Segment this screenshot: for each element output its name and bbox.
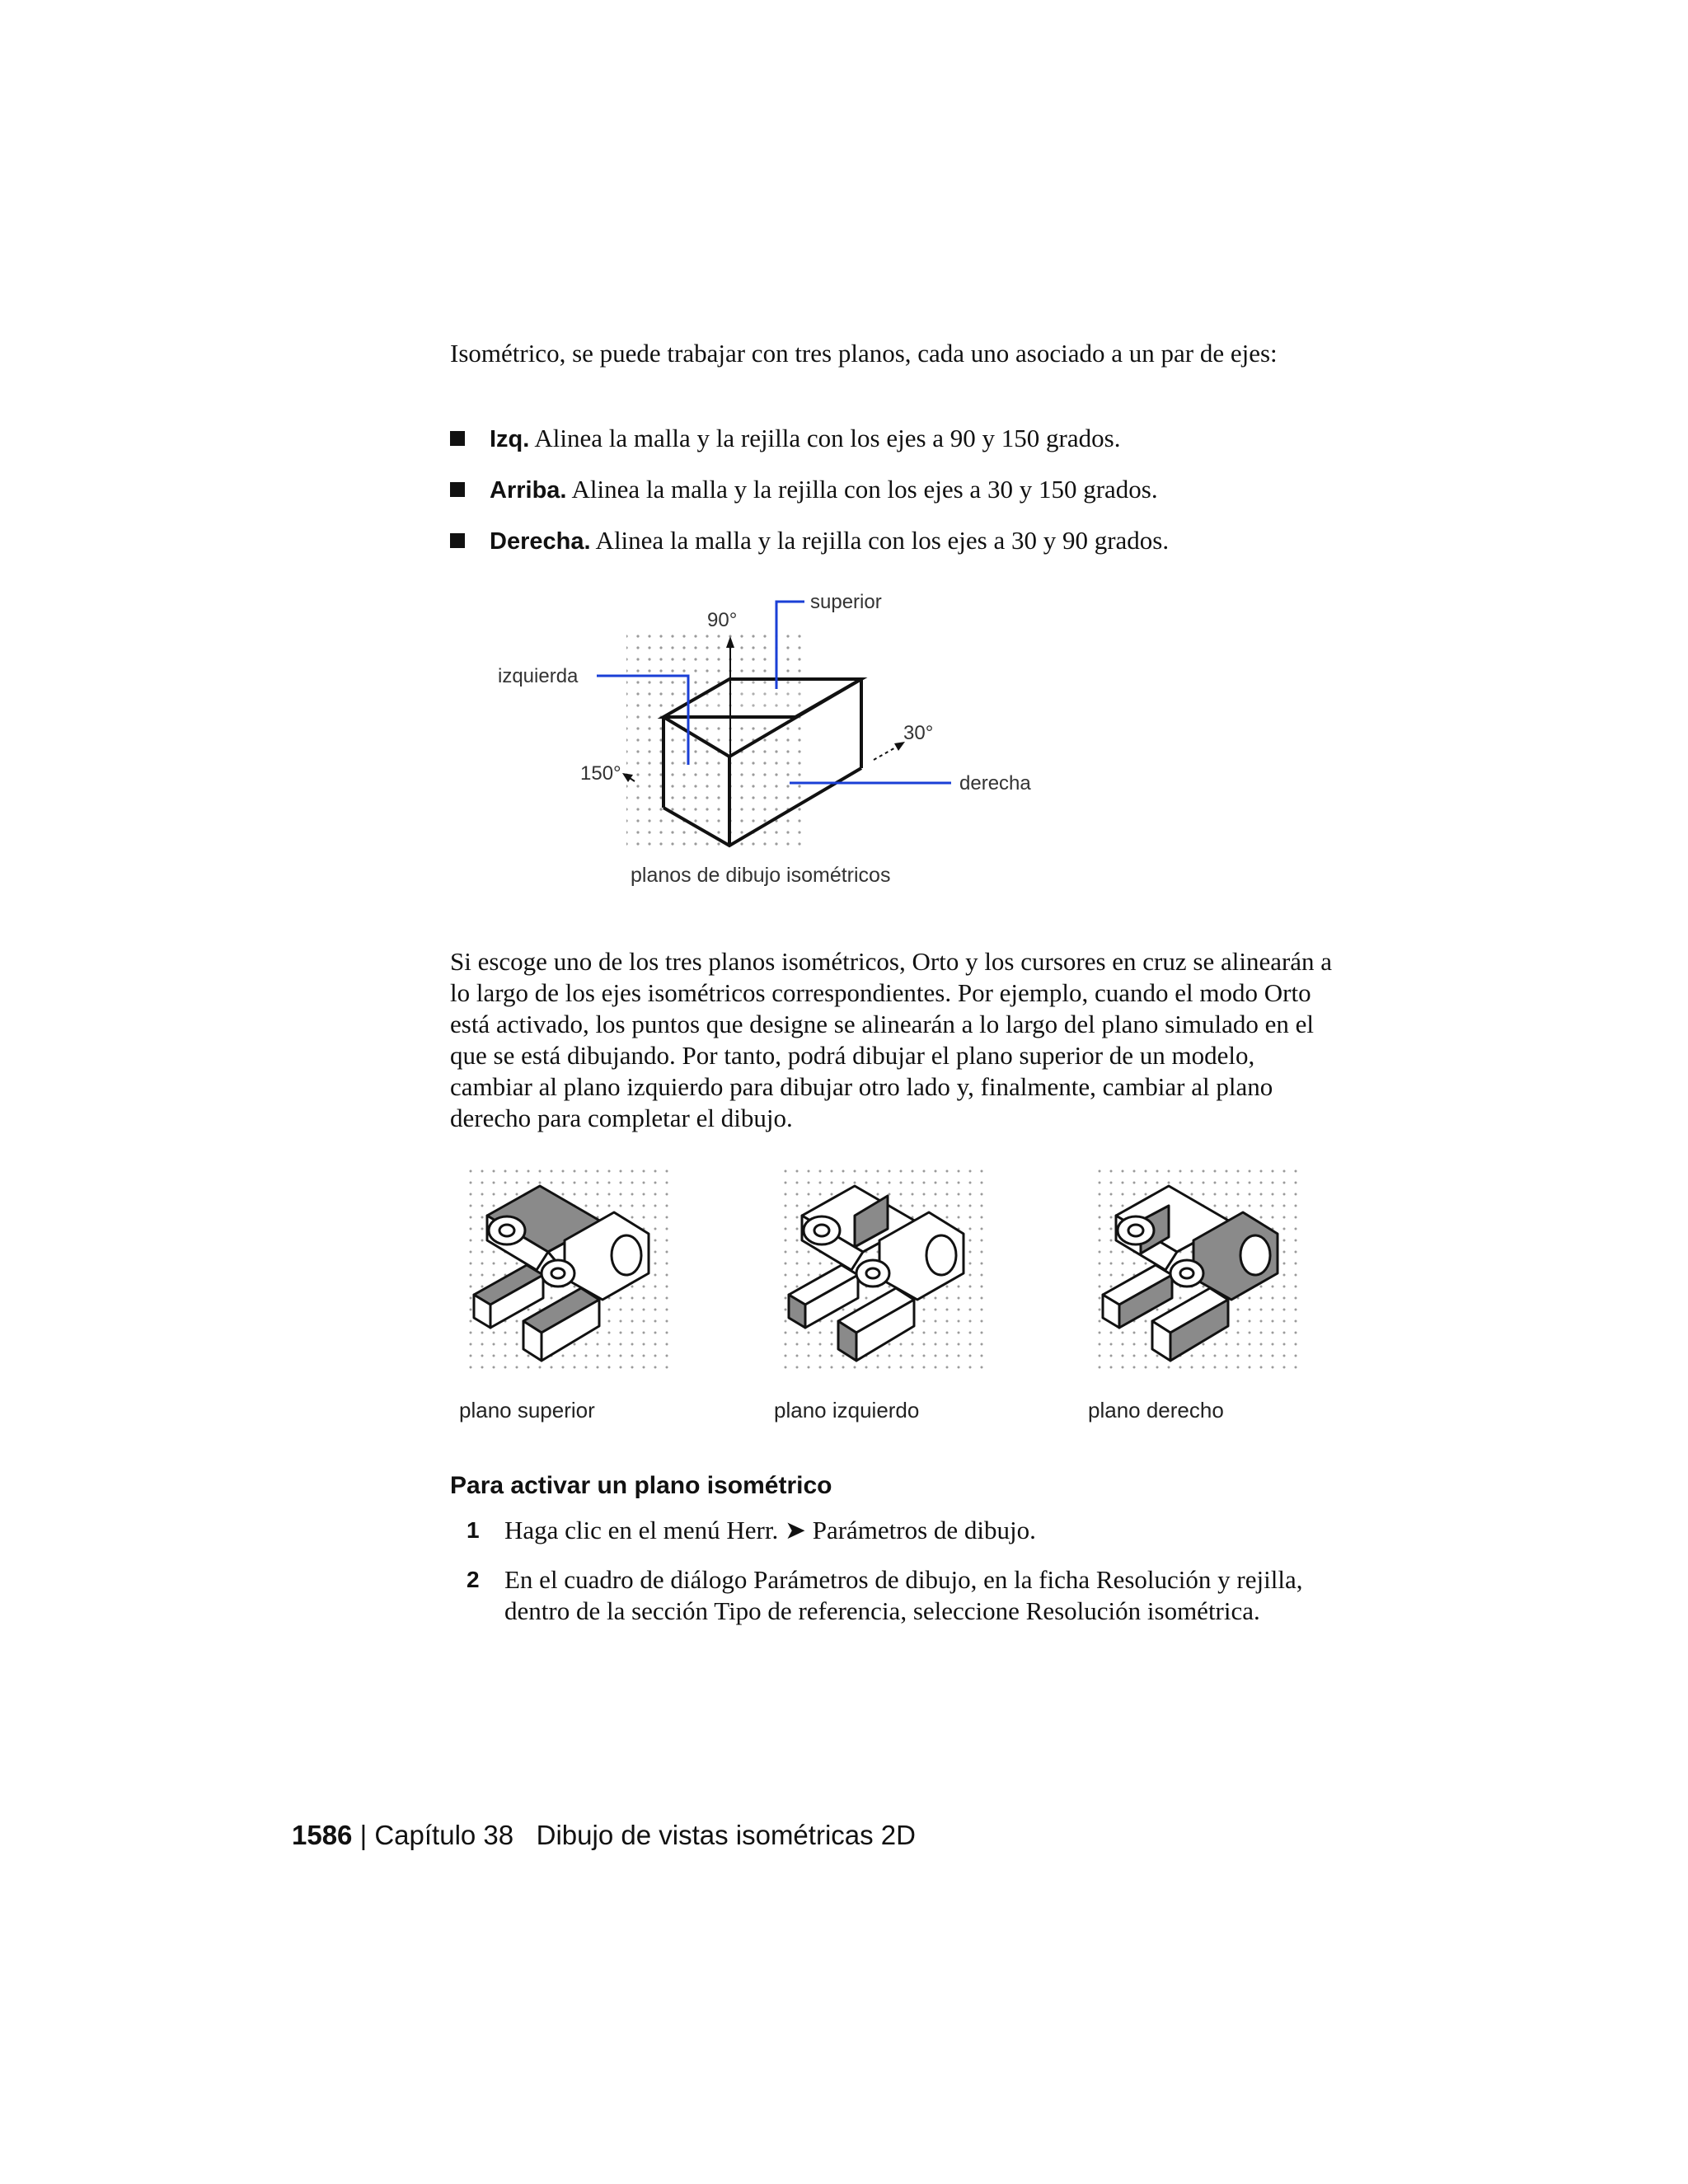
bullet-term: Derecha. [490,528,591,555]
step-number: 1 [467,1517,480,1543]
bullet-square-icon [450,431,465,446]
axis-30 [874,746,898,760]
bullet-item-arriba [450,473,1357,524]
bullet-item-izq [450,422,1357,473]
caption-plano-derecho: plano derecho [1088,1398,1224,1422]
plano-superior-figure [457,1158,680,1380]
plano-derecho-figure [1086,1158,1309,1380]
bullet-term: Arriba. [490,477,567,504]
label-150: 150° [580,762,621,785]
bullet-text: Alinea la malla y la rejilla con los ejes a 30 y 150 grados. [566,475,1158,504]
body-paragraph: Si escoge uno de los tres planos isométricos, Orto y los cursores en cruz se alinearán a lo largo de los ejes isométricos correspondientes. Por ejemplo, cuando el modo Orto está activado, los puntos que designe se alinearán a lo largo del plano simulado en el que se está dibujando. Por tanto, podrá dibujar el plano superior de un modelo, cambiar al plano izquierdo para dibujar otro lado y, finalmente, cambiar al plano derecho para completar el dibujo. [450,947,1333,1132]
page-number: 1586 [292,1820,353,1850]
bullet-term: Izq. [490,426,530,452]
label-30: 30° [903,722,934,744]
step-text: En el cuadro de diálogo Parámetros de dibujo, en la ficha Resolución y rejilla, dentro de la sección Tipo de referencia, seleccione Resolución isométrica. [504,1565,1303,1625]
step-number: 2 [467,1567,480,1592]
bullet-text: Alinea la malla y la rejilla con los ejes a 30 y 90 grados. [590,526,1170,555]
plano-izquierdo-figure [772,1158,995,1380]
caption-plano-izquierdo: plano izquierdo [774,1398,920,1422]
bullet-square-icon [450,533,465,548]
step-text: Haga clic en el menú Herr. ➤ Parámetros de dibujo. [504,1516,1036,1544]
bullet-square-icon [450,482,465,497]
bullet-list [450,422,1357,575]
caption-plano-superior: plano superior [459,1398,595,1422]
label-superior: superior [810,591,882,613]
intro-paragraph: Isométrico, se puede trabajar con tres planos, cada uno asociado a un par de ejes: [450,339,1278,368]
label-izquierda: izquierda [498,665,579,687]
procedure-title: Para activar un plano isométrico [450,1472,832,1499]
label-derecha: derecha [959,772,1031,794]
figure-caption: planos de dibujo isométricos [631,864,891,887]
bullet-text: Alinea la malla y la rejilla con los ejes a 90 y 150 grados. [529,424,1121,452]
chapter-title: Capítulo 38 Dibujo de vistas isométricas 2D [374,1820,916,1850]
label-90: 90° [707,609,738,631]
footer-separator: | [352,1820,375,1850]
page-footer [292,1820,916,1851]
isometric-planes-figure [486,577,1063,898]
bullet-item-derecha [450,524,1357,575]
